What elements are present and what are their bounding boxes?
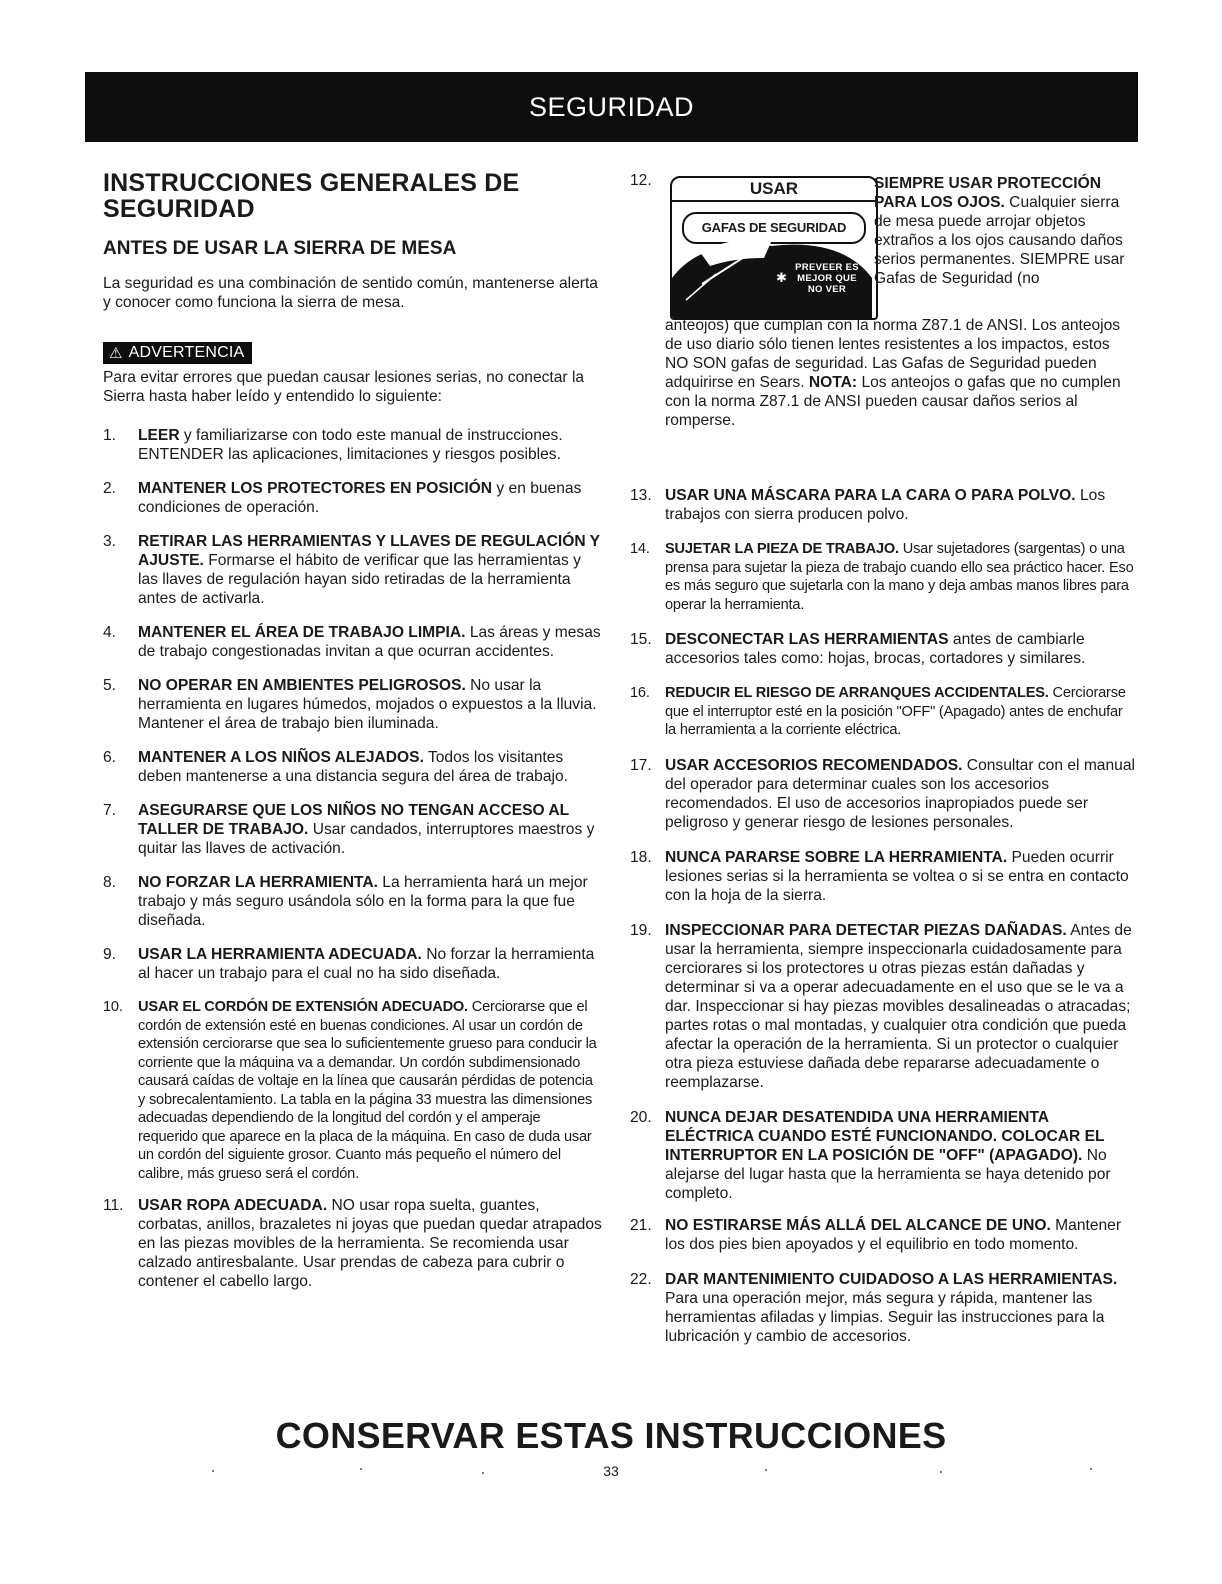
list-item (103, 426, 603, 464)
scan-speck (765, 1469, 767, 1471)
item-lead: REDUCIR EL RIESGO DE ARRANQUES ACCIDENTALES. (665, 685, 1049, 701)
item-number: 19. (630, 921, 652, 939)
item-lead: MANTENER LOS PROTECTORES EN POSICIÓN (138, 480, 493, 497)
list-item (103, 1196, 603, 1291)
item-number: 10. (103, 999, 123, 1015)
item-number: 22. (630, 1270, 652, 1288)
footer-title: CONSERVAR ESTAS INSTRUCCIONES (275, 1415, 947, 1456)
item-number: 12. (630, 172, 652, 189)
item-number: 20. (630, 1108, 652, 1126)
item-lead: NO FORZAR LA HERRAMIENTA. (138, 874, 378, 891)
item-body: Usar candados, interruptores maestros y quitar las llaves de activación. (138, 821, 595, 857)
list-item (630, 630, 1135, 668)
item-body: Los trabajos con sierra producen polvo. (665, 487, 1106, 523)
item-number: 18. (630, 848, 652, 866)
warning-label: ADVERTENCIA (128, 344, 245, 361)
item-lead: RETIRAR LAS HERRAMIENTAS Y LLAVES DE REGULACIÓN Y AJUSTE. (138, 533, 600, 569)
item-lead: NO OPERAR EN AMBIENTES PELIGROSOS. (138, 677, 466, 694)
item-body: y en buenas condiciones de operación. (138, 480, 582, 516)
item-body: La herramienta hará un mejor trabajo y más seguro usándola sólo en la forma para la que fue diseñada. (138, 874, 588, 929)
left-column (103, 170, 603, 1306)
list-item (103, 748, 603, 786)
item-lead: USAR ROPA ADECUADA. (138, 1197, 328, 1214)
item-body: Cualquier sierra de mesa puede arrojar objetos extraños a los ojos causando daños serios permanentes. SIEMPRE usar Gafas de Seguridad (no (874, 194, 1125, 287)
section-header-bar (85, 72, 1138, 142)
list-item (630, 684, 1135, 740)
item-body: Pueden ocurrir lesiones serias si la herramienta se voltea o si se entra en contacto con la hoja de la sierra. (665, 848, 1129, 904)
section-title: SEGURIDAD (528, 91, 695, 122)
item-body: Cerciorarse que el interruptor esté en la posición "OFF" (Apagado) antes de enchufar la herramienta a la corriente eléctrica. (665, 685, 1126, 738)
note-text: Los anteojos o gafas que no cumplen con la norma Z87.1 de ANSI pueden causar daños serios al romperse. (665, 374, 1121, 429)
list-item (103, 945, 603, 983)
scan-speck (212, 1470, 214, 1472)
item-body: Antes de usar la herramienta, siempre inspeccionarla cuidadosamente para cerciorares si los protectores u otras piezas están dañadas y determinar si va a operar adecuadamente en el uso que se le va a dar. Inspeccionar si hay piezas movibles desalineadas o atracadas; partes rotas o mal montadas, y cualquier otra condición que pueda afectar la operación de la herramienta. Si un protector o cualquier otra pieza estuviese dañada debe repararse adecuadamente o reemplazarse. (665, 921, 1132, 1091)
item-lead: SIEMPRE USAR PROTECCIÓN PARA LOS OJOS. (874, 175, 1102, 211)
item-lead: USAR EL CORDÓN DE EXTENSIÓN ADECUADO. (138, 999, 468, 1015)
item-text-bottom (665, 316, 1135, 430)
item-number: 17. (630, 756, 652, 774)
sign-middle-label: GAFAS DE SEGURIDAD (682, 212, 866, 244)
item-number: 16. (630, 685, 650, 701)
page-heading: INSTRUCCIONES GENERALES DE SEGURIDAD (103, 169, 520, 223)
scan-speck (1090, 1468, 1092, 1470)
item-body: Cerciorarse que el cordón de extensión esté en buenas condiciones. Al usar un cordón de extensión cerciorarse que sea lo suficientemente grueso para conducir la corriente que la máquina va a demandar. Un cordón subdimensionado causará caídas de voltaje en la línea que causarán pérdidas de potencia y sobrecalentamiento. La tabla en la página 33 muestra las dimensiones adecuadas dependiendo de la longitud del cordón y el amperaje requerido que aparece en la placa de la máquina. En caso de duda usar un cordón del siguiente grosor. Cuanto más pequeño el número del calibre, más grueso será el cordón. (138, 999, 597, 1182)
item-number: 2. (103, 480, 117, 497)
list-item (630, 1108, 1135, 1203)
item-body: y familiarizarse con todo este manual de instrucciones. ENTENDER las aplicaciones, limitaciones y riesgos posibles. (138, 427, 563, 463)
list-item (103, 532, 603, 608)
item-lead: SUJETAR LA PIEZA DE TRABAJO. (665, 541, 899, 557)
item-lead: USAR ACCESORIOS RECOMENDADOS. (665, 756, 963, 774)
right-column (630, 170, 1135, 1362)
item-number: 7. (103, 802, 117, 819)
item-body: No forzar la herramienta al hacer un trabajo para el cual no ha sido diseñada. (138, 946, 595, 982)
list-item (103, 873, 603, 930)
list-item (103, 479, 603, 517)
item-body: Usar sujetadores (sargentas) o una prensa para sujetar la pieza de trabajo cuando ello sea práctico hacer. Eso es más seguro que sujetarla con la mano y deja ambas manos libres para operar la herramienta. (665, 541, 1134, 613)
item-lead: DAR MANTENIMIENTO CUIDADOSO A LAS HERRAMIENTAS. (665, 1270, 1118, 1288)
page-subheading: ANTES DE USAR LA SIERRA DE MESA (103, 238, 457, 259)
item-body: Para una operación mejor, más segura y rápida, mantener las herramientas afiladas y limpias. Seguir las instrucciones para la lubricación y cambio de accesorios. (665, 1289, 1105, 1345)
item-lead: NO ESTIRARSE MÁS ALLÁ DEL ALCANCE DE UNO. (665, 1216, 1051, 1234)
item-body: NO usar ropa suelta, guantes, corbatas, anillos, brazaletes ni joyas que puedan quedar atrapados en las piezas movibles de la herramienta. Se recomienda usar calzado antiresbalante. Usar prendas de cabeza para cubrir o contener el cabello largo. (138, 1197, 602, 1290)
sign-top-label: USAR (672, 178, 876, 202)
item-body: No alejarse del lugar hasta que la herramienta se haya detenido por completo. (665, 1146, 1111, 1202)
item-lead: ASEGURARSE QUE LOS NIÑOS NO TENGAN ACCESO AL TALLER DE TRABAJO. (138, 802, 569, 838)
item-text-side (874, 174, 1136, 288)
item-lead: INSPECCIONAR PARA DETECTAR PIEZAS DAÑADAS. (665, 921, 1067, 939)
item-lead: NUNCA PARARSE SOBRE LA HERRAMIENTA. (665, 848, 1008, 866)
safety-goggles-sign (670, 176, 878, 320)
warning-triangle-icon: ⚠ (109, 345, 123, 362)
item-number: 9. (103, 946, 117, 963)
star-icon: ✱ (776, 270, 787, 285)
page-number: 33 (603, 1463, 619, 1479)
right-instruction-list (630, 486, 1135, 1346)
item-lead: LEER (138, 427, 180, 444)
list-item (630, 486, 1135, 524)
item-lead: MANTENER A LOS NIÑOS ALEJADOS. (138, 749, 424, 766)
list-item (630, 921, 1135, 1092)
list-item-eye-protection (630, 170, 1135, 462)
item-number: 8. (103, 874, 117, 891)
warning-badge (103, 342, 252, 364)
list-item (103, 801, 603, 858)
list-item (103, 998, 603, 1183)
scan-speck (940, 1471, 942, 1473)
item-number: 14. (630, 541, 650, 557)
list-item (630, 848, 1135, 905)
item-body: Todos los visitantes deben mantenerse a una distancia segura del área de trabajo. (138, 749, 568, 785)
item-body: antes de cambiarle accesorios tales como: hojas, brocas, cortadores y similares. (665, 631, 1086, 667)
item-body: No usar la herramienta en lugares húmedos, mojados o expuestos a la lluvia. Mantener el área de trabajo bien iluminada. (138, 677, 597, 732)
intro-paragraph: La seguridad es una combinación de sentido común, mantenerse alerta y conocer como funciona la sierra de mesa. (103, 275, 598, 311)
list-item (630, 1216, 1135, 1254)
item-number: 11. (103, 1197, 124, 1214)
list-item (630, 1270, 1135, 1346)
item-body: Consultar con el manual del operador para determinar cuales son los accesorios recomendados. El uso de accesorios inapropiados puede ser peligroso y generar riesgo de lesiones personales. (665, 756, 1135, 831)
list-item (630, 756, 1135, 832)
list-item (103, 676, 603, 733)
item-body-continued: anteojos) que cumplan con la norma Z87.1 de ANSI. Los anteojos de uso diario sólo tienen lentes resistentes a los impactos, estos NO SON gafas de seguridad. Las Gafas de Seguridad pueden adquirirse en Sears. (665, 317, 1121, 391)
scan-speck (360, 1468, 362, 1470)
item-number: 3. (103, 533, 117, 550)
item-lead: USAR UNA MÁSCARA PARA LA CARA O PARA POLVO. (665, 487, 1076, 504)
item-lead: MANTENER EL ÁREA DE TRABAJO LIMPIA. (138, 624, 466, 641)
item-lead: DESCONECTAR LAS HERRAMIENTAS (665, 631, 949, 648)
warning-text: Para evitar errores que puedan causar lesiones serias, no conectar la Sierra hasta haber leído y entendido lo siguiente: (103, 369, 585, 405)
item-number: 6. (103, 749, 117, 766)
scan-speck (482, 1472, 484, 1474)
note-label: NOTA: (808, 374, 858, 391)
item-number: 1. (103, 427, 117, 444)
item-number: 4. (103, 624, 117, 641)
item-number: 13. (630, 487, 652, 504)
sign-badge: PREVEER ES MEJOR QUE NO VER (795, 262, 859, 295)
item-number: 15. (630, 631, 652, 648)
item-body: Mantener los dos pies bien apoyados y el equilibrio en todo momento. (665, 1216, 1122, 1253)
list-item (630, 540, 1135, 614)
item-lead: NUNCA DEJAR DESATENDIDA UNA HERRAMIENTA ELÉCTRICA CUANDO ESTÉ FUNCIONANDO. COLOCAR EL INTERRUPTOR EN LA POSICIÓN DE "OFF" (APAGADO). (665, 1108, 1105, 1164)
item-number: 5. (103, 677, 117, 694)
left-instruction-list (103, 426, 603, 1291)
list-item (103, 623, 603, 661)
item-lead: USAR LA HERRAMIENTA ADECUADA. (138, 946, 422, 963)
item-body: Formarse el hábito de verificar que las herramientas y las llaves de regulación hayan sido retiradas de la herramienta antes de activarla. (138, 552, 581, 607)
item-number: 21. (630, 1216, 652, 1234)
item-body: Las áreas y mesas de trabajo congestionadas invitan a que ocurran accidentes. (138, 624, 601, 660)
